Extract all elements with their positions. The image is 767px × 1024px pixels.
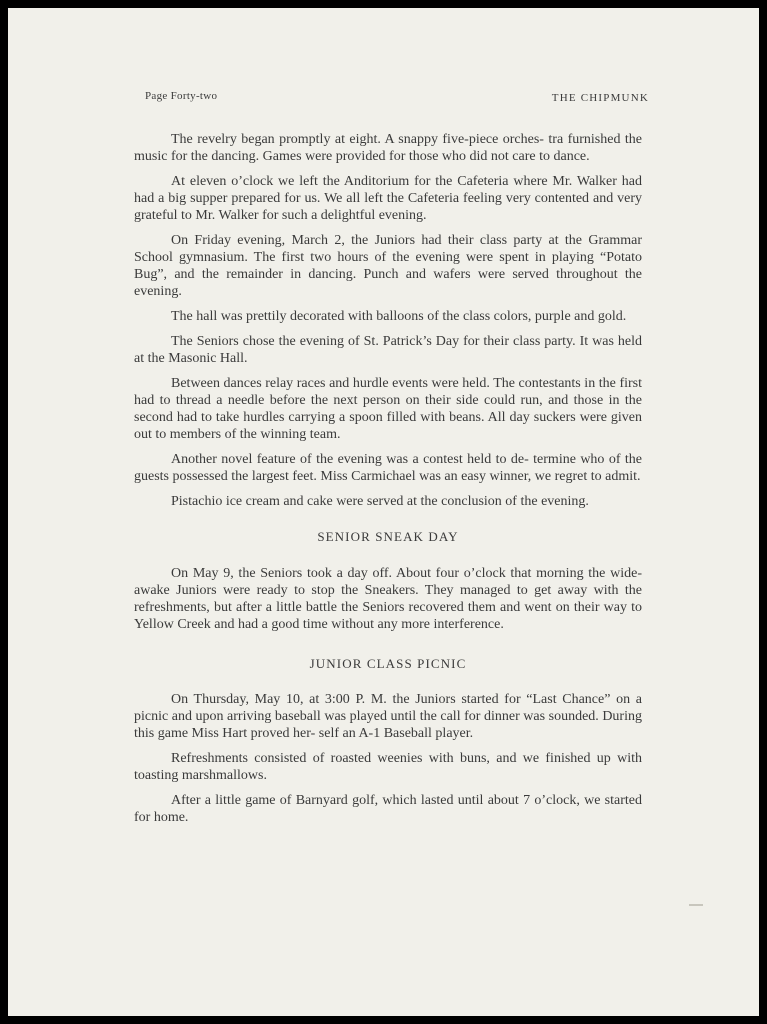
paragraph: On Friday evening, March 2, the Juniors had their class party at the Grammar School gymnasium. The first two hours of the evening were spent in playing “Potato Bug”, and the remainder in dancing. Punch and wafers were served throughout the evening.: [134, 233, 642, 299]
paragraph: On Thursday, May 10, at 3:00 P. M. the Juniors started for “Last Chance” on a picnic and upon arriving baseball was played until the call for dinner was sounded. During this game Miss Hart proved her- self an A-1 Baseball player.: [134, 692, 642, 741]
paragraph: Pistachio ice cream and cake were served at the conclusion of the evening.: [171, 494, 589, 509]
page-header: [145, 90, 649, 110]
running-title: THE CHIPMUNK: [551, 92, 649, 104]
paragraph: The Seniors chose the evening of St. Patrick’s Day for their class party. It was held at the Masonic Hall.: [134, 334, 642, 366]
page-number: Page Forty-two: [145, 90, 218, 102]
paper-edge-mark: [689, 904, 703, 906]
paragraph: Between dances relay races and hurdle events were held. The contestants in the first had to thread a needle before the next person on their side could run, and those in the second had to take hurdles carrying a spoon filled with beans. All day suckers were given out to members of the winning team.: [134, 376, 642, 442]
paragraph: After a little game of Barnyard golf, which lasted until about 7 o’clock, we started for home.: [134, 793, 642, 825]
section-heading-junior-class-picnic: JUNIOR CLASS PICNIC: [309, 656, 467, 671]
paragraph: On May 9, the Seniors took a day off. About four o’clock that morning the wide-awake Juniors were ready to stop the Sneakers. They managed to get away with the refreshments, but after a little battle the Seniors recovered them and went on their way to Yellow Creek and had a good time without any more interference.: [134, 566, 642, 632]
paragraph: Refreshments consisted of roasted weenies with buns, and we finished up with toasting marshmallows.: [134, 751, 642, 783]
paragraph: The hall was prettily decorated with balloons of the class colors, purple and gold.: [171, 309, 627, 324]
paragraph: The revelry began promptly at eight. A snappy five-piece orches- tra furnished the music for the dancing. Games were provided for those who did not care to dance.: [134, 132, 642, 164]
article-body: [134, 131, 642, 834]
document-page: [8, 8, 759, 1016]
paragraph: Another novel feature of the evening was a contest held to de- termine who of the guests possessed the largest feet. Miss Carmichael was an easy winner, we regret to admit.: [134, 452, 642, 484]
section-heading-senior-sneak-day: SENIOR SNEAK DAY: [317, 529, 459, 544]
paragraph: At eleven o’clock we left the Anditorium for the Cafeteria where Mr. Walker had had a big supper prepared for us. We all left the Cafeteria feeling very contented and very grateful to Mr. Walker for such a delightful evening.: [134, 174, 642, 223]
